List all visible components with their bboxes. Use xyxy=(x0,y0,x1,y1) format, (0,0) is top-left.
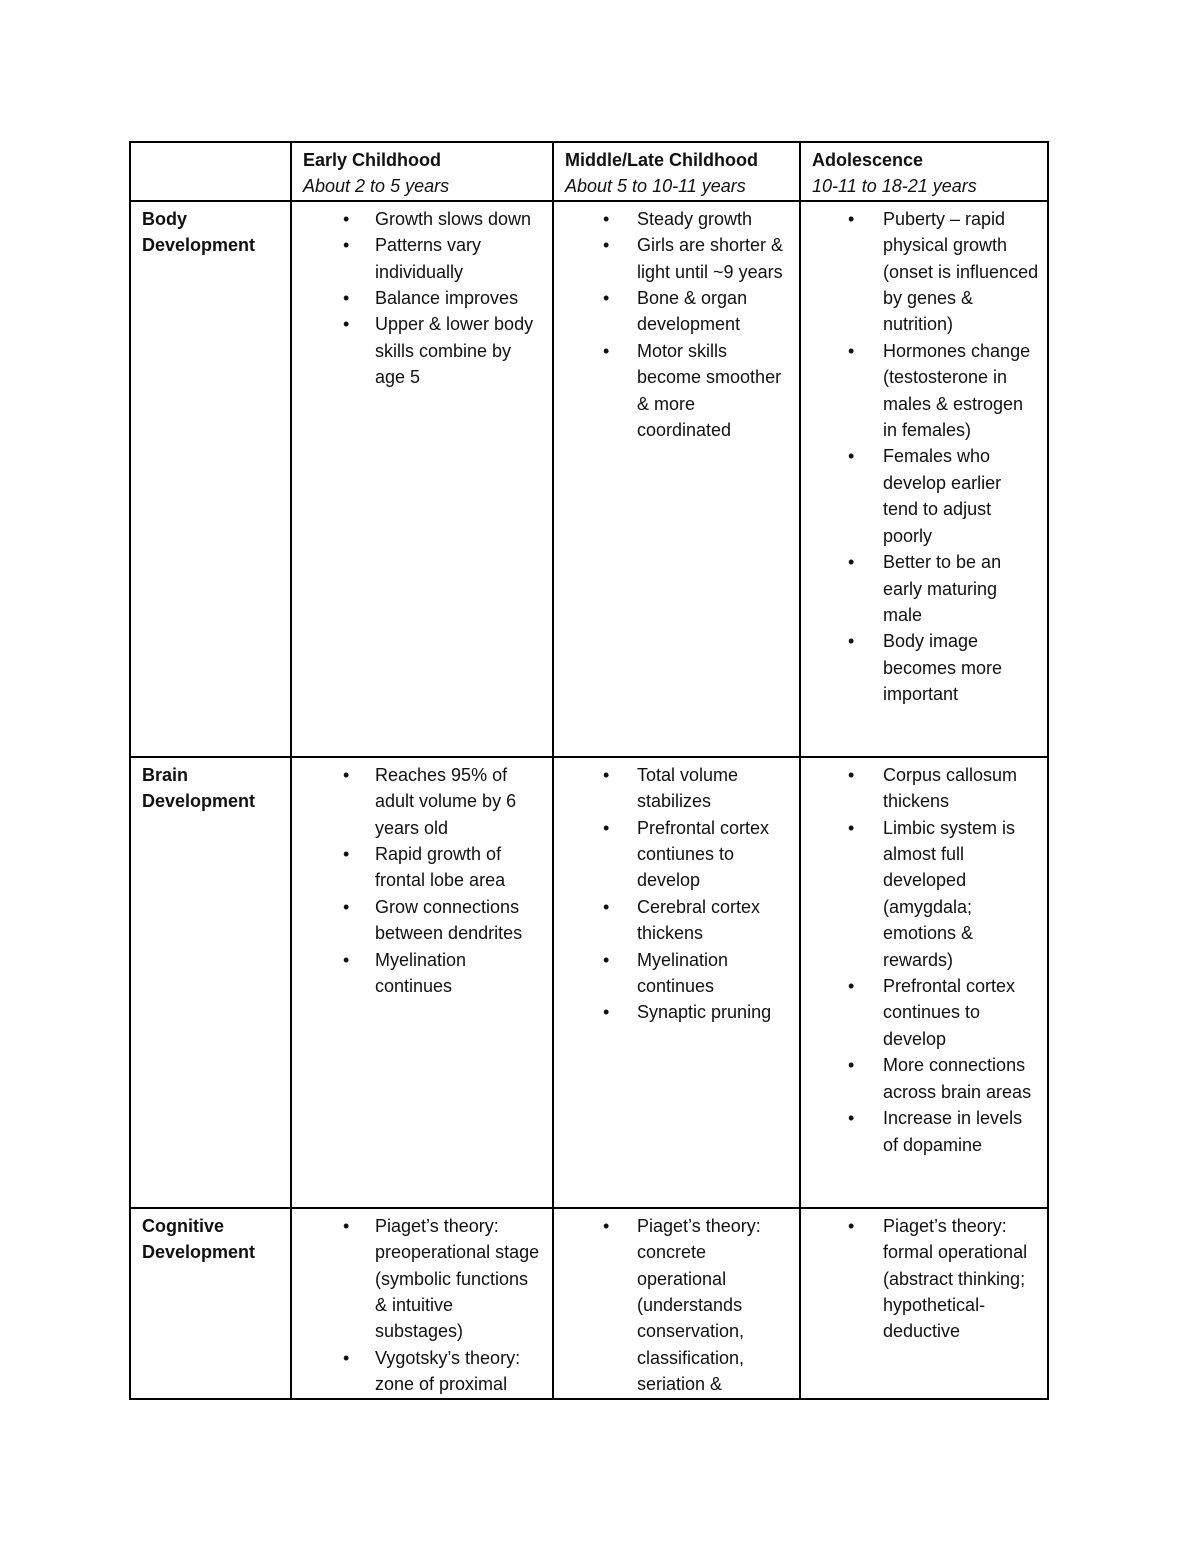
list-item xyxy=(565,894,791,947)
list-item-text: Puberty – rapid physical growth (onset is influenced by genes & nutrition) xyxy=(883,208,1039,335)
list-item xyxy=(565,762,791,815)
stage-title: Early Childhood xyxy=(303,150,442,170)
bullet-icon: • xyxy=(603,288,610,309)
list-item xyxy=(812,628,1039,707)
bullet-icon: • xyxy=(343,288,350,309)
list-item-text: Vygotsky’s theory: zone of proximal xyxy=(375,1347,521,1395)
cognitive-development-row xyxy=(130,1208,1048,1399)
row-label-cell xyxy=(130,201,291,757)
list-item xyxy=(565,947,791,1000)
bullet-icon: • xyxy=(343,1215,350,1236)
bullet-icon: • xyxy=(848,1055,855,1076)
bullet-icon: • xyxy=(603,817,610,838)
stage-title: Adolescence xyxy=(812,150,924,170)
bullet-list xyxy=(303,762,544,1000)
bullet-icon: • xyxy=(603,208,610,229)
list-item xyxy=(303,947,544,1000)
brain-development-row xyxy=(130,757,1048,1208)
bullet-list xyxy=(303,206,544,391)
list-item-text: Bone & organ development xyxy=(637,288,748,335)
list-item xyxy=(812,1213,1039,1345)
row-label: Cognitive Development xyxy=(142,1215,256,1263)
bullet-icon: • xyxy=(848,446,855,467)
list-item xyxy=(303,206,544,232)
cell-early xyxy=(291,201,553,757)
stage-header-middle xyxy=(553,142,800,201)
bullet-list xyxy=(565,206,791,444)
list-item xyxy=(812,762,1039,815)
bullet-icon: • xyxy=(848,1215,855,1236)
list-item xyxy=(565,285,791,338)
list-item xyxy=(565,999,791,1025)
list-item xyxy=(565,815,791,894)
list-item-text: Patterns vary individually xyxy=(375,235,482,282)
list-item-text: Females who develop earlier tend to adjust poorly xyxy=(883,446,1002,546)
bullet-icon: • xyxy=(848,340,855,361)
list-item-text: Prefrontal cortex continues to develop xyxy=(883,976,1016,1049)
bullet-icon: • xyxy=(603,235,610,256)
bullet-list xyxy=(812,1213,1039,1345)
list-item-text: Better to be an early maturing male xyxy=(883,552,1002,625)
bullet-icon: • xyxy=(848,1108,855,1129)
bullet-icon: • xyxy=(343,896,350,917)
list-item xyxy=(303,311,544,390)
list-item xyxy=(303,285,544,311)
row-label: Body Development xyxy=(142,208,256,256)
bullet-icon: • xyxy=(848,764,855,785)
bullet-list xyxy=(303,1213,544,1398)
row-label-cell xyxy=(130,757,291,1208)
bullet-icon: • xyxy=(603,1215,610,1236)
cell-adolescence xyxy=(800,757,1048,1208)
bullet-icon: • xyxy=(848,552,855,573)
list-item-text: Steady growth xyxy=(637,208,753,229)
list-item xyxy=(303,762,544,841)
bullet-list xyxy=(812,206,1039,708)
list-item-text: Piaget’s theory: formal operational (abstract thinking; hypothetical-deductive xyxy=(883,1215,1028,1342)
list-item-text: Rapid growth of frontal lobe area xyxy=(375,844,506,891)
bullet-icon: • xyxy=(603,764,610,785)
list-item-text: Hormones change (testosterone in males & estrogen in females) xyxy=(883,340,1031,441)
list-item-text: Myelination continues xyxy=(637,949,729,997)
bullet-icon: • xyxy=(343,844,350,865)
list-item xyxy=(565,232,791,285)
bullet-icon: • xyxy=(343,949,350,970)
list-item-text: Corpus callosum thickens xyxy=(883,764,1018,812)
list-item xyxy=(812,443,1039,549)
cell-middle xyxy=(553,1208,800,1399)
stage-age: About 2 to 5 years xyxy=(303,176,450,197)
list-item xyxy=(303,232,544,285)
list-item xyxy=(812,1105,1039,1158)
bullet-icon: • xyxy=(603,340,610,361)
bullet-icon: • xyxy=(343,208,350,229)
list-item-text: Balance improves xyxy=(375,288,519,309)
list-item xyxy=(812,973,1039,1052)
bullet-icon: • xyxy=(848,631,855,652)
list-item-text: Piaget’s theory: concrete operational (understands conservation, classification, seriation & xyxy=(637,1215,761,1395)
bullet-icon: • xyxy=(343,235,350,256)
cell-early xyxy=(291,757,553,1208)
list-item-text: Myelination continues xyxy=(375,949,467,997)
bullet-icon: • xyxy=(603,896,610,917)
list-item xyxy=(565,206,791,232)
bullet-icon: • xyxy=(603,949,610,970)
corner-cell xyxy=(130,142,291,201)
stage-age: About 5 to 10-11 years xyxy=(565,176,746,197)
list-item-text: Piaget’s theory: preoperational stage (symbolic functions & intuitive substages) xyxy=(375,1215,540,1342)
cell-middle xyxy=(553,757,800,1208)
stage-header-early xyxy=(291,142,553,201)
bullet-list xyxy=(565,762,791,1026)
body-development-row xyxy=(130,201,1048,757)
bullet-list xyxy=(565,1213,791,1398)
stage-header-adolescence xyxy=(800,142,1048,201)
header-row xyxy=(130,142,1048,201)
list-item-text: Upper & lower body skills combine by age 5 xyxy=(375,314,534,388)
cell-early xyxy=(291,1208,553,1399)
list-item xyxy=(303,894,544,947)
bullet-list xyxy=(812,762,1039,1158)
list-item xyxy=(565,1213,791,1398)
row-label: Brain Development xyxy=(142,764,256,812)
bullet-icon: • xyxy=(343,314,350,335)
bullet-icon: • xyxy=(848,817,855,838)
bullet-icon: • xyxy=(848,976,855,997)
cell-adolescence xyxy=(800,201,1048,757)
list-item xyxy=(565,338,791,444)
stage-title: Middle/Late Childhood xyxy=(565,150,758,170)
list-item-text: Total volume stabilizes xyxy=(637,764,739,812)
list-item-text: Limbic system is almost full developed (amygdala; emotions & rewards) xyxy=(883,817,1016,970)
cell-middle xyxy=(553,201,800,757)
list-item xyxy=(812,549,1039,628)
list-item xyxy=(812,206,1039,338)
list-item-text: More connections across brain areas xyxy=(883,1055,1032,1102)
cell-adolescence xyxy=(800,1208,1048,1399)
list-item xyxy=(303,1345,544,1398)
list-item-text: Motor skills become smoother & more coordinated xyxy=(637,340,782,441)
list-item-text: Prefrontal cortex contiunes to develop xyxy=(637,817,770,891)
list-item-text: Synaptic pruning xyxy=(637,1002,772,1023)
row-label-cell xyxy=(130,1208,291,1399)
list-item xyxy=(303,841,544,894)
list-item-text: Cerebral cortex thickens xyxy=(637,896,761,944)
list-item-text: Grow connections between dendrites xyxy=(375,896,523,944)
list-item-text: Increase in levels of dopamine xyxy=(883,1108,1023,1155)
stage-age: 10-11 to 18-21 years xyxy=(812,176,977,197)
bullet-icon: • xyxy=(603,1002,610,1023)
development-table xyxy=(129,141,1049,1400)
list-item xyxy=(812,338,1039,444)
list-item xyxy=(303,1213,544,1345)
list-item xyxy=(812,815,1039,973)
list-item xyxy=(812,1052,1039,1105)
bullet-icon: • xyxy=(343,764,350,785)
list-item-text: Girls are shorter & light until ~9 years xyxy=(637,235,784,282)
list-item-text: Reaches 95% of adult volume by 6 years old xyxy=(375,764,517,838)
list-item-text: Body image becomes more important xyxy=(883,631,1003,705)
list-item-text: Growth slows down xyxy=(375,208,532,229)
bullet-icon: • xyxy=(848,208,855,229)
bullet-icon: • xyxy=(343,1347,350,1368)
